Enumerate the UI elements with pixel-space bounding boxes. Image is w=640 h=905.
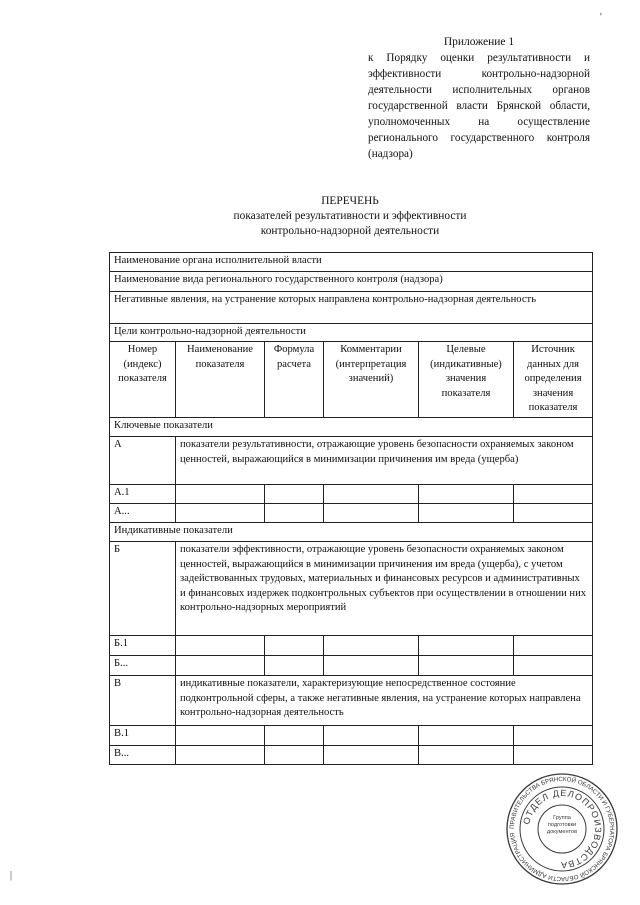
heading-line-3: контрольно-надзорной деятельности [260,225,440,237]
indicative-indicators-section: Индикативные показатели [110,523,593,542]
indicator-description: показатели результативности, отражающие уровень безопасности охраняемых законом ценностей, выражающийся в минимизации причинения им вреда (ущерба) [176,437,593,485]
heading-line-2: показателей результативности и эффективности [233,210,467,222]
negative-phenomena-row: Негативные явления, на устранение которых направлена контрольно-надзорная деятельность [110,292,593,324]
col-header-target: Целевые (индикативные) значения показателя [419,342,514,418]
table-row [110,676,593,726]
scan-speck: ' [600,12,602,23]
table-row [110,636,593,656]
list-heading [108,194,592,239]
scan-speck: | [10,870,13,881]
table-row [110,324,593,342]
col-header-formula: Формула расчета [265,342,324,418]
table-row [110,504,593,523]
control-type-row: Наименование вида регионального государственного контроля (надзора) [110,272,593,292]
table-row [110,656,593,676]
table-row [110,272,593,292]
indicator-code: А [110,437,176,485]
table-row [110,292,593,324]
table-row [110,418,593,437]
appendix-block [368,34,590,162]
col-header-source: Источник данных для определения значения показателя [514,342,593,418]
indicator-code: В [110,676,176,726]
goals-row: Цели контрольно-надзорной деятельности [110,324,593,342]
stamp-center-text: Группа подготовки документов [546,815,578,835]
table-row [110,485,593,504]
table-row [110,542,593,636]
appendix-title: Приложение 1 [443,36,515,48]
indicator-code: В... [110,746,176,765]
office-stamp [505,772,619,886]
col-header-comments: Комментарии (интерпретация значений) [324,342,419,418]
indicator-description: показатели эффективности, отражающие уровень безопасности охраняемых законом ценностей, выражающийся в минимизации причинения им вреда (ущерба), с учетом задействованных трудовых, материальных и финансовых ресурсов и административных и финансовых издержек подконтрольных субъектов при осуществлении в отношении них контрольно-надзорных мероприятий [176,542,593,636]
col-header-index: Номер (индекс) показателя [110,342,176,418]
indicator-code: А.1 [110,485,176,504]
column-header-row [110,342,593,418]
col-header-name: Наименование показателя [176,342,265,418]
indicator-code: А... [110,504,176,523]
key-indicators-section: Ключевые показатели [110,418,593,437]
stamp-outer-text: ПРАВИТЕЛЬСТВА БРЯНСКОЙ ОБЛАСТИ И ГУБЕРНАТОРА БРЯНСКОЙ ОБЛАСТИ АДМИНИСТРАЦИЯ [508,775,616,883]
indicators-table [109,252,593,765]
org-name-row: Наименование органа исполнительной власти [110,253,593,272]
indicator-code: В.1 [110,726,176,746]
heading-title: ПЕРЕЧЕНЬ [321,195,379,207]
indicator-code: Б.1 [110,636,176,656]
indicator-code: Б... [110,656,176,676]
indicator-code: Б [110,542,176,636]
table-row [110,253,593,272]
appendix-text: к Порядку оценки результативности и эффективности контрольно-надзорной деятельности исполнительных органов государственной власти Брянской области, уполномоченных на осуществление регионального государственного контроля (надзора) [368,52,590,160]
table-row [110,437,593,485]
stamp-ring-text: ОТДЕЛ ДЕЛОПРОИЗВОДСТВА [521,787,604,871]
table-row [110,523,593,542]
indicator-description: индикативные показатели, характеризующие непосредственное состояние подконтрольной сферы, а также негативные явления, на устранение которых направлена контрольно-надзорная деятельность [176,676,593,726]
table-row [110,726,593,746]
table-row [110,746,593,765]
